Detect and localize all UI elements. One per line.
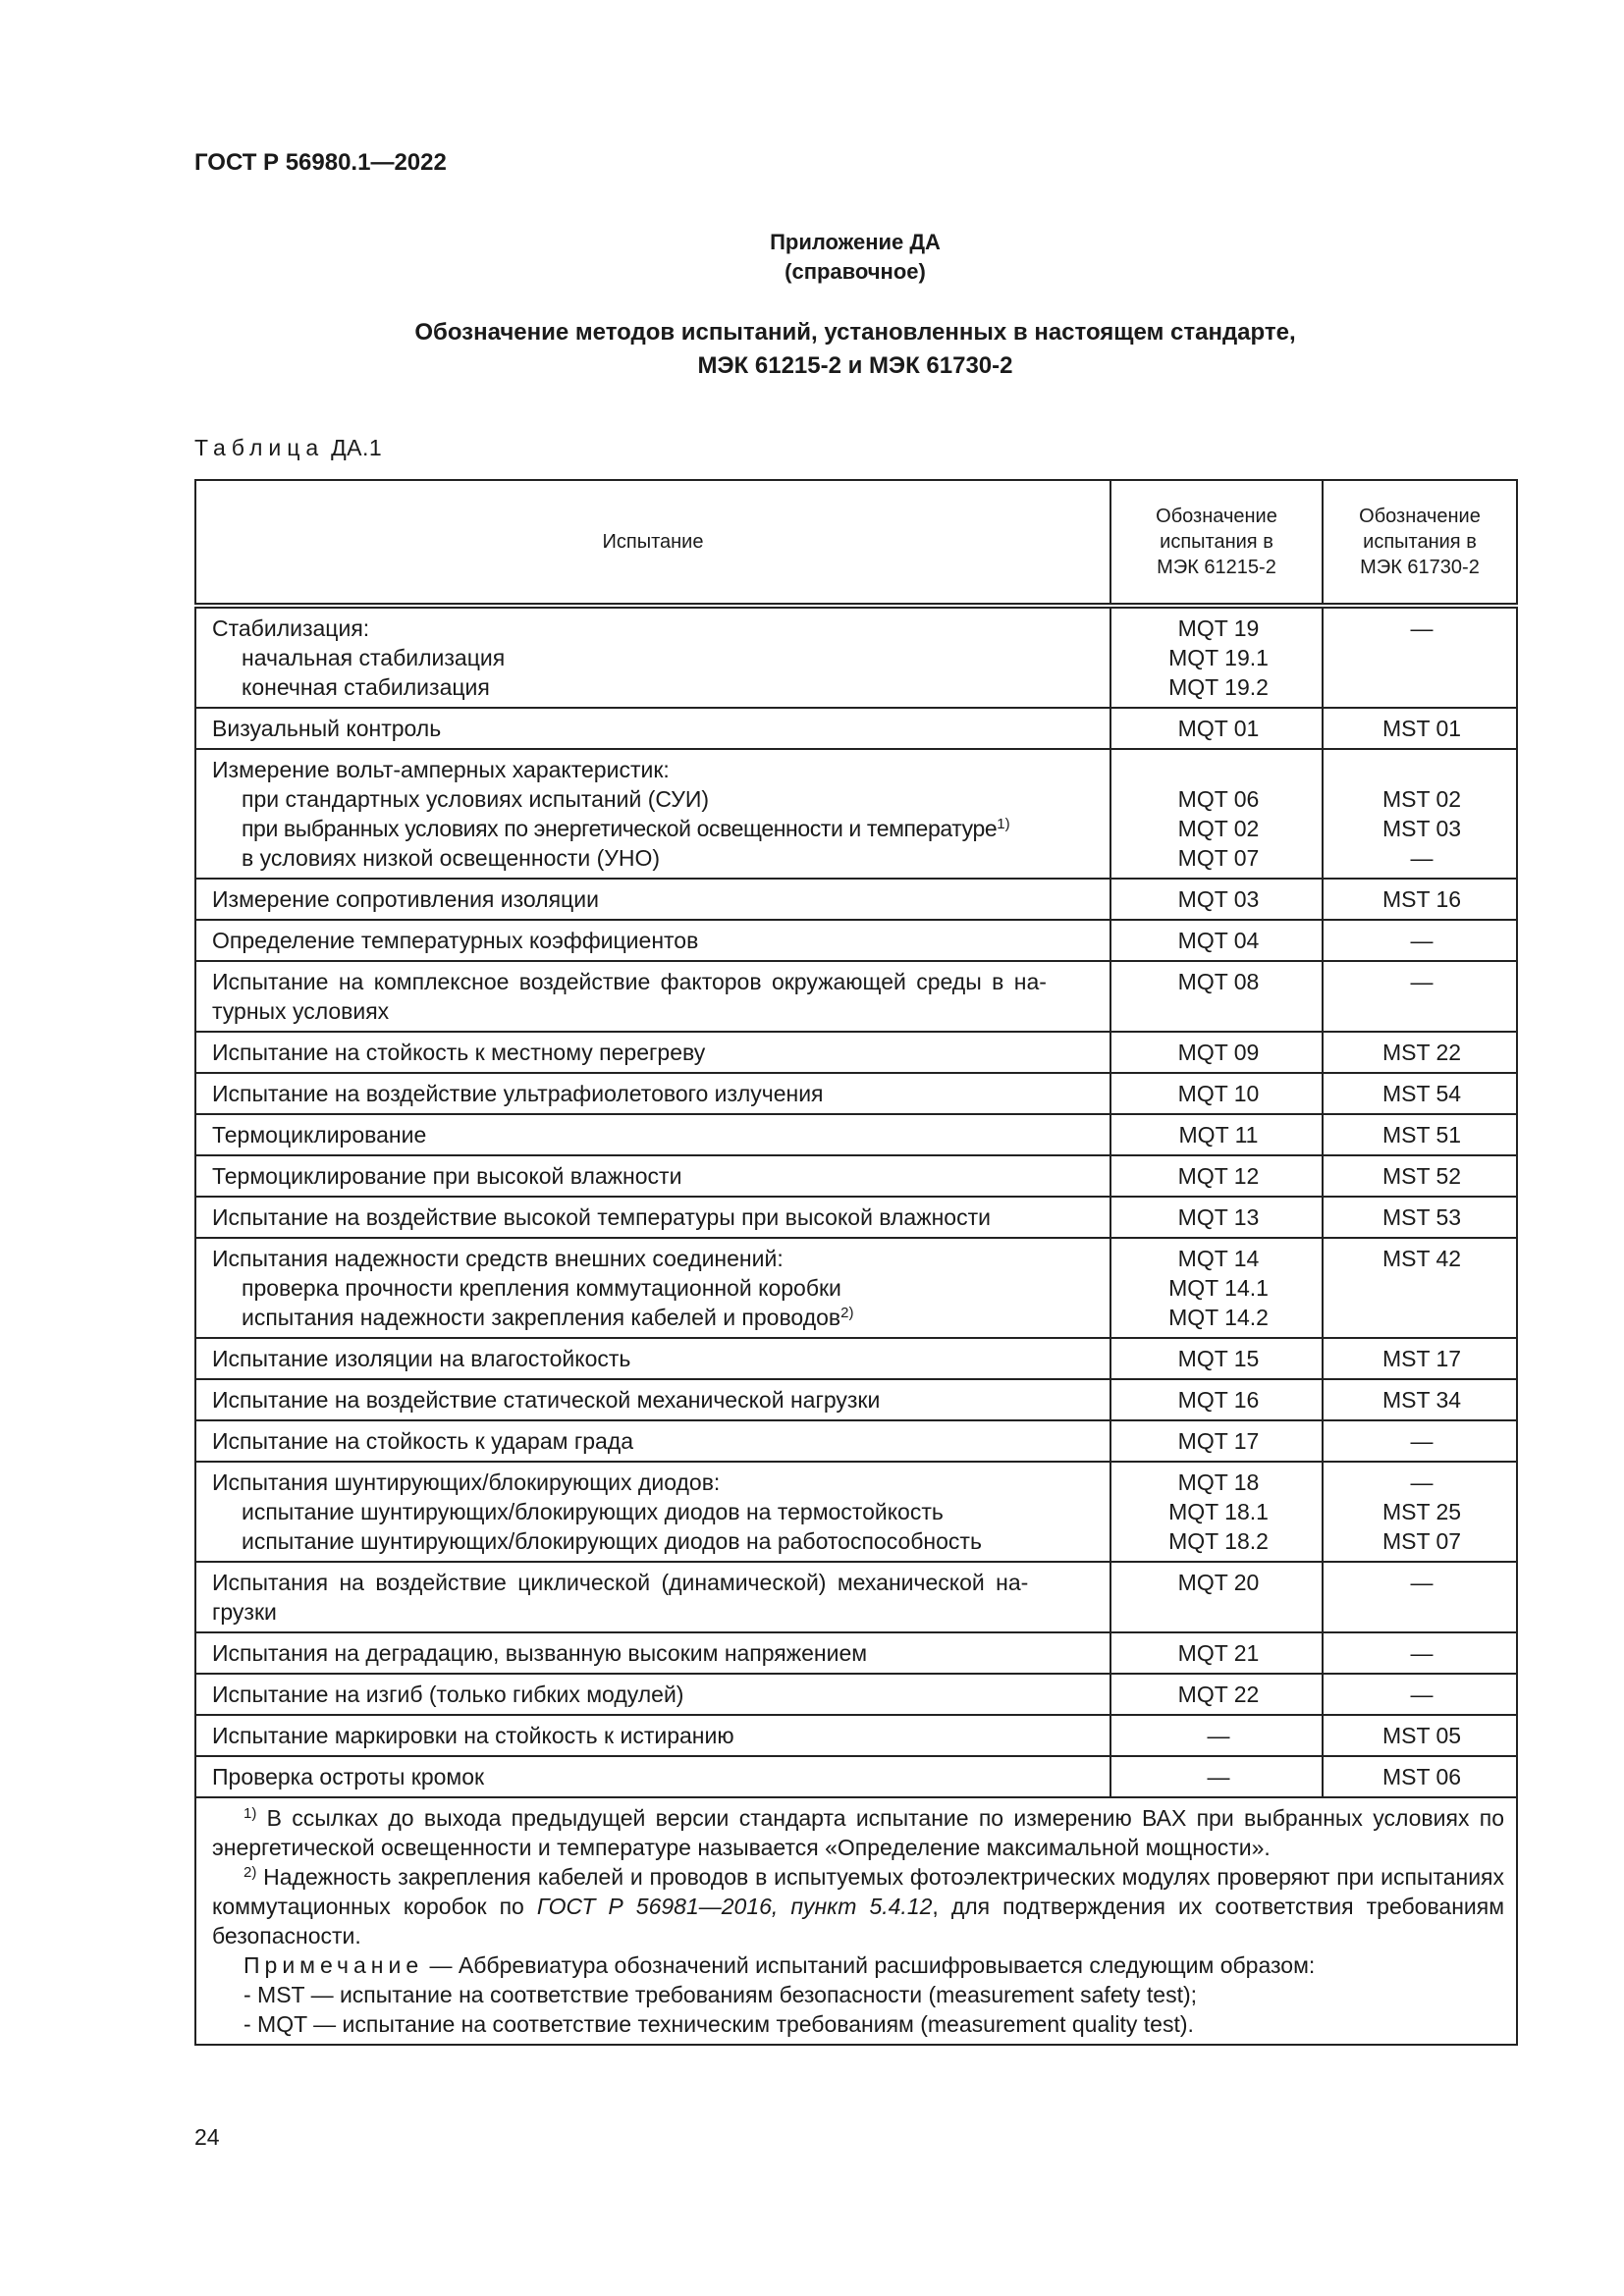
footnote-ref: 2) <box>840 1305 854 1321</box>
appendix-label: Приложение ДА <box>770 230 941 254</box>
header-iec61215-line: МЭК 61215-2 <box>1157 557 1276 578</box>
annex-title-line1: Обозначение методов испытаний, установленных в настоящем стандарте, <box>414 319 1296 346</box>
test-cell: Испытание на стойкость к местному перегреву <box>195 1032 1110 1073</box>
mst-cell <box>1323 606 1517 708</box>
test-name: Стабилизация: <box>212 615 370 641</box>
table-row <box>195 1462 1517 1562</box>
mqt-cell: MQT 20 <box>1110 1562 1323 1632</box>
test-cell <box>195 749 1110 879</box>
table-row <box>195 1032 1517 1073</box>
test-cell <box>195 1562 1110 1632</box>
test-sub-item: испытание шунтирующих/блокирующих диодов на работоспособность <box>242 1528 982 1554</box>
header-iec61215 <box>1110 480 1323 606</box>
mst-code: — <box>1410 1469 1434 1495</box>
mqt-code: MQT 18 <box>1177 1469 1260 1495</box>
test-sub-item: конечная стабилизация <box>242 674 490 700</box>
mqt-cell: MQT 01 <box>1110 708 1323 749</box>
table-row <box>195 1114 1517 1155</box>
table-row <box>195 1155 1517 1197</box>
test-sub-item <box>212 814 1098 843</box>
mqt-cell: MQT 09 <box>1110 1032 1323 1073</box>
mqt-code: MQT 02 <box>1177 816 1260 841</box>
table-caption-number: ДА.1 <box>331 435 383 460</box>
table-row <box>195 1238 1517 1338</box>
test-name-continued: грузки <box>212 1599 277 1625</box>
test-designation-table <box>194 479 1518 2046</box>
test-cell: Испытания на деградацию, вызванную высоким напряжением <box>195 1632 1110 1674</box>
mst-code: — <box>1410 845 1434 871</box>
mqt-cell <box>1110 749 1323 879</box>
footnotes-cell <box>195 1797 1517 2045</box>
table-row <box>195 961 1517 1032</box>
note-label: Примечание <box>244 1952 424 1978</box>
footnotes-row <box>195 1797 1517 2045</box>
test-cell: Испытание изоляции на влагостойкость <box>195 1338 1110 1379</box>
mqt-cell: MQT 12 <box>1110 1155 1323 1197</box>
mst-cell: — <box>1323 1562 1517 1632</box>
test-cell: Испытание на воздействие высокой температуры при высокой влажности <box>195 1197 1110 1238</box>
mqt-code <box>1127 755 1310 784</box>
mst-code: MST 25 <box>1381 1499 1462 1524</box>
header-iec61730-line: МЭК 61730-2 <box>1360 557 1480 578</box>
table-row <box>195 1338 1517 1379</box>
mqt-code: MQT 19 <box>1177 615 1260 641</box>
mst-cell: MST 16 <box>1323 879 1517 920</box>
standard-code: ГОСТ Р 56980.1—2022 <box>194 149 447 176</box>
header-iec61215-line: испытания в <box>1160 531 1273 553</box>
mqt-cell: MQT 03 <box>1110 879 1323 920</box>
mqt-code: MQT 18.2 <box>1168 1528 1269 1554</box>
footnote-2 <box>212 1862 1504 1950</box>
page-number: 24 <box>194 2124 220 2150</box>
test-sub-item: проверка прочности крепления коммутационной коробки <box>242 1275 841 1301</box>
test-cell <box>195 1238 1110 1338</box>
table-row <box>195 606 1517 708</box>
test-cell: Определение температурных коэффициентов <box>195 920 1110 961</box>
mqt-code: MQT 14.2 <box>1168 1305 1269 1330</box>
test-name: Испытания шунтирующих/блокирующих диодов: <box>212 1469 721 1495</box>
mqt-cell: MQT 04 <box>1110 920 1323 961</box>
footnote-1 <box>212 1803 1504 1862</box>
mst-cell: — <box>1323 1632 1517 1674</box>
mqt-code: MQT 18.1 <box>1168 1499 1269 1524</box>
table-row <box>195 708 1517 749</box>
note-mst-line: - MST — испытание на соответствие требованиям безопасности (measurement safety test); <box>244 1982 1198 2007</box>
test-name-continued: турных условиях <box>212 998 390 1024</box>
mst-code <box>1339 755 1504 784</box>
mst-cell: MST 01 <box>1323 708 1517 749</box>
header-iec61730 <box>1323 480 1517 606</box>
table-row <box>195 1756 1517 1797</box>
mst-cell: — <box>1323 920 1517 961</box>
test-sub-item: при стандартных условиях испытаний (СУИ) <box>242 786 710 812</box>
mqt-code: MQT 07 <box>1177 845 1260 871</box>
annex-title-line2: МЭК 61215-2 и МЭК 61730-2 <box>697 352 1013 379</box>
mst-cell: — <box>1323 1420 1517 1462</box>
test-name: Испытания надежности средств внешних соединений: <box>212 1246 784 1271</box>
mst-cell: MST 53 <box>1323 1197 1517 1238</box>
table-row <box>195 1715 1517 1756</box>
test-name: Испытания на воздействие циклической (динамической) механической на- <box>212 1570 1029 1595</box>
test-cell: Термоциклирование при высокой влажности <box>195 1155 1110 1197</box>
mst-cell <box>1323 1238 1517 1338</box>
test-cell <box>195 1462 1110 1562</box>
test-cell: Испытание на воздействие статической механической нагрузки <box>195 1379 1110 1420</box>
mqt-cell: MQT 08 <box>1110 961 1323 1032</box>
table-row <box>195 920 1517 961</box>
header-iec61215-line: Обозначение <box>1156 506 1277 527</box>
note-text: — Аббревиатура обозначений испытаний расшифровывается следующим образом: <box>429 1952 1316 1978</box>
mqt-cell: MQT 13 <box>1110 1197 1323 1238</box>
mqt-code: MQT 19.1 <box>1168 645 1269 670</box>
mqt-cell: MQT 10 <box>1110 1073 1323 1114</box>
table-row <box>195 1632 1517 1674</box>
footnote-1-text: В ссылках до выхода предыдущей версии стандарта испытание по измерению ВАХ при выбранных условиях по энергетической освещенности и температуре называется «Определение максимальной мощности». <box>212 1805 1504 1860</box>
header-iec61730-line: испытания в <box>1363 531 1477 553</box>
test-cell: Визуальный контроль <box>195 708 1110 749</box>
table-row <box>195 1379 1517 1420</box>
table-row <box>195 1073 1517 1114</box>
mqt-cell: — <box>1110 1715 1323 1756</box>
test-sub-item-text: при выбранных условиях по энергетической освещенности и температуре <box>242 816 998 841</box>
test-cell <box>195 961 1110 1032</box>
mst-code: MST 42 <box>1381 1246 1462 1271</box>
test-name: Измерение вольт-амперных характеристик: <box>212 757 670 782</box>
test-cell: Испытание на изгиб (только гибких модулей) <box>195 1674 1110 1715</box>
mst-cell: MST 17 <box>1323 1338 1517 1379</box>
mqt-code: MQT 19.2 <box>1168 674 1269 700</box>
mqt-cell: MQT 16 <box>1110 1379 1323 1420</box>
table-row <box>195 1197 1517 1238</box>
footnote-2-mark: 2) <box>244 1864 257 1881</box>
mst-cell: MST 34 <box>1323 1379 1517 1420</box>
test-sub-item <box>212 1303 1098 1332</box>
mst-code: — <box>1410 615 1434 641</box>
test-sub-item: начальная стабилизация <box>242 645 506 670</box>
test-cell: Испытание на стойкость к ударам града <box>195 1420 1110 1462</box>
table-caption <box>194 435 382 461</box>
mqt-cell: MQT 11 <box>1110 1114 1323 1155</box>
table-row <box>195 1420 1517 1462</box>
test-cell: Термоциклирование <box>195 1114 1110 1155</box>
mst-cell: MST 22 <box>1323 1032 1517 1073</box>
mst-cell: MST 06 <box>1323 1756 1517 1797</box>
mst-cell: MST 05 <box>1323 1715 1517 1756</box>
note <box>212 1950 1504 1980</box>
table-row <box>195 1562 1517 1632</box>
test-cell: Испытание маркировки на стойкость к истиранию <box>195 1715 1110 1756</box>
mst-cell: MST 52 <box>1323 1155 1517 1197</box>
footnote-2-text-end: , для подтверждения их соответствия требованиям безопасности. <box>212 1894 1505 1949</box>
mst-code: MST 07 <box>1381 1528 1462 1554</box>
mqt-cell: MQT 15 <box>1110 1338 1323 1379</box>
appendix-heading <box>194 228 1516 287</box>
table-row <box>195 1674 1517 1715</box>
test-sub-item: в условиях низкой освещенности (УНО) <box>242 845 661 871</box>
test-cell <box>195 606 1110 708</box>
mqt-code: MQT 14 <box>1177 1246 1260 1271</box>
mqt-code: MQT 14.1 <box>1168 1275 1269 1301</box>
mqt-cell <box>1110 606 1323 708</box>
footnote-2-reference: ГОСТ Р 56981—2016, пункт 5.4.12 <box>536 1894 933 1919</box>
note-mqt-line: - MQT — испытание на соответствие техническим требованиям (measurement quality test). <box>244 2011 1194 2037</box>
table-caption-word: Таблица <box>194 435 325 460</box>
mqt-cell: MQT 22 <box>1110 1674 1323 1715</box>
mqt-cell <box>1110 1238 1323 1338</box>
mst-cell: — <box>1323 961 1517 1032</box>
mst-cell: MST 51 <box>1323 1114 1517 1155</box>
test-sub-item: испытание шунтирующих/блокирующих диодов на термостойкость <box>242 1499 944 1524</box>
mqt-cell: — <box>1110 1756 1323 1797</box>
test-cell: Проверка остроты кромок <box>195 1756 1110 1797</box>
test-cell: Измерение сопротивления изоляции <box>195 879 1110 920</box>
appendix-type: (справочное) <box>785 259 926 284</box>
mst-cell <box>1323 749 1517 879</box>
table-row <box>195 879 1517 920</box>
test-name: Испытание на комплексное воздействие факторов окружающей среды в на- <box>212 969 1047 994</box>
mst-cell <box>1323 1462 1517 1562</box>
header-iec61730-line: Обозначение <box>1359 506 1481 527</box>
test-sub-item-text: испытания надежности закрепления кабелей и проводов <box>242 1305 841 1330</box>
mst-code: MST 03 <box>1381 816 1462 841</box>
mqt-cell: MQT 21 <box>1110 1632 1323 1674</box>
header-test: Испытание <box>195 480 1110 606</box>
test-cell: Испытание на воздействие ультрафиолетового излучения <box>195 1073 1110 1114</box>
mst-cell: — <box>1323 1674 1517 1715</box>
mqt-cell: MQT 17 <box>1110 1420 1323 1462</box>
footnote-1-mark: 1) <box>244 1805 257 1822</box>
table-header-row <box>195 480 1517 606</box>
mst-cell: MST 54 <box>1323 1073 1517 1114</box>
mqt-code: MQT 06 <box>1177 786 1260 812</box>
annex-title <box>194 316 1516 383</box>
footnote-ref: 1) <box>997 816 1010 832</box>
mqt-cell <box>1110 1462 1323 1562</box>
footnote-2-text: Надежность закрепления кабелей и проводов в испытуемых фотоэлектрических модулях проверяют при испытаниях коммутационных коробок по <box>212 1864 1505 1919</box>
mst-code: MST 02 <box>1381 786 1462 812</box>
table-row <box>195 749 1517 879</box>
